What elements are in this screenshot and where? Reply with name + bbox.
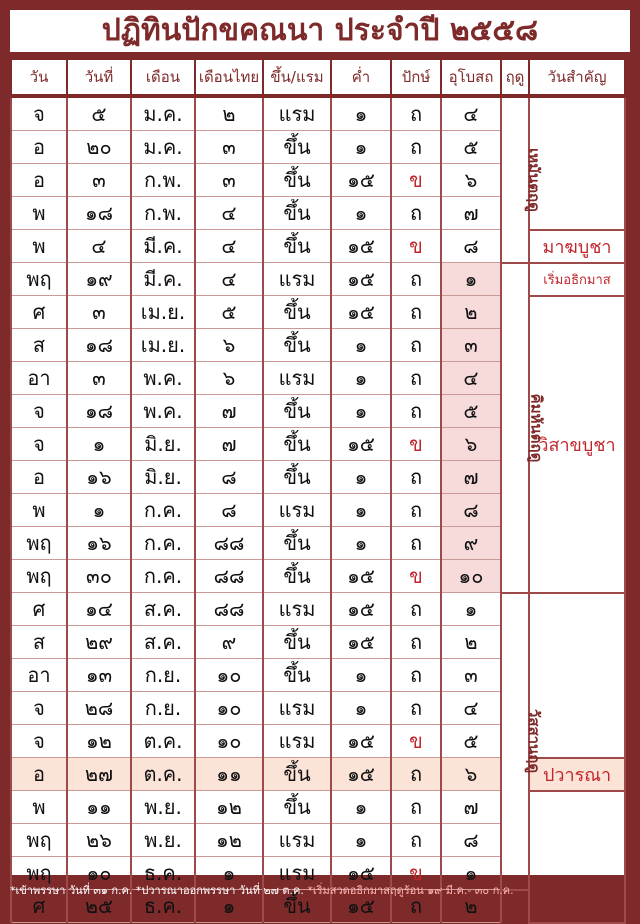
cell-waxing-waning: แรม: [263, 725, 331, 758]
cell-date: ๑๖: [67, 461, 131, 494]
cell-lunar-day: ๑๕: [331, 230, 391, 263]
cell-waxing-waning: ขึ้น: [263, 890, 331, 923]
cell-thai-month: ๑๐: [195, 659, 263, 692]
cell-month: ม.ค.: [131, 131, 195, 164]
cell-waxing-waning: แรม: [263, 494, 331, 527]
calendar-body: [11, 96, 625, 923]
cell-waxing-waning: ขึ้น: [263, 164, 331, 197]
cell-fortnight: ข: [391, 857, 441, 890]
cell-uposatha: ๖: [441, 164, 501, 197]
cell-thai-month: ๒: [195, 96, 263, 131]
holiday-pavarana: ปวารณา: [529, 758, 625, 791]
cell-day: อ: [11, 131, 67, 164]
cell-lunar-day: ๑: [331, 692, 391, 725]
cell-month: ม.ค.: [131, 96, 195, 131]
cell-lunar-day: ๑๕: [331, 626, 391, 659]
cell-thai-month: ๙: [195, 626, 263, 659]
table-row: [11, 263, 625, 296]
footer-text-main: *เข้าพรรษา วันที่ ๓๑ ก.ค. *ปวารณาออกพรรษา วันที่ ๒๗ ต.ค.: [10, 884, 308, 897]
cell-thai-month: ๑๐: [195, 725, 263, 758]
cell-thai-month: ๑๒: [195, 791, 263, 824]
cell-thai-month: ๗: [195, 395, 263, 428]
cell-uposatha: ๘: [441, 230, 501, 263]
cell-uposatha: ๑: [441, 857, 501, 890]
cell-month: ก.พ.: [131, 197, 195, 230]
cell-lunar-day: ๑๕: [331, 857, 391, 890]
cell-month: มี.ค.: [131, 263, 195, 296]
cell-date: ๒๙: [67, 626, 131, 659]
cell-fortnight: ถ: [391, 692, 441, 725]
cell-day: จ: [11, 428, 67, 461]
cell-waxing-waning: แรม: [263, 96, 331, 131]
cell-day: ศ: [11, 890, 67, 923]
cell-day: อ: [11, 758, 67, 791]
header-season: ฤดู: [501, 59, 529, 96]
cell-month: พ.ค.: [131, 362, 195, 395]
cell-fortnight: ถ: [391, 890, 441, 923]
cell-day: พฤ: [11, 527, 67, 560]
cell-fortnight: ถ: [391, 96, 441, 131]
header-holiday: วันสำคัญ: [529, 59, 625, 96]
cell-uposatha: ๔: [441, 692, 501, 725]
cell-thai-month: ๑๒: [195, 824, 263, 857]
cell-lunar-day: ๑๕: [331, 296, 391, 329]
cell-date: ๒๘: [67, 692, 131, 725]
cell-month: ก.ย.: [131, 692, 195, 725]
cell-fortnight: ถ: [391, 362, 441, 395]
cell-thai-month: ๘: [195, 494, 263, 527]
cell-lunar-day: ๑: [331, 395, 391, 428]
cell-waxing-waning: แรม: [263, 362, 331, 395]
cell-month: ก.ค.: [131, 494, 195, 527]
cell-uposatha: ๓: [441, 659, 501, 692]
holiday-magha: มาฆบูชา: [529, 230, 625, 263]
cell-fortnight: ถ: [391, 395, 441, 428]
cell-lunar-day: ๑: [331, 527, 391, 560]
cell-date: ๑๙: [67, 263, 131, 296]
cell-uposatha: ๑๐: [441, 560, 501, 593]
cell-uposatha: ๙: [441, 527, 501, 560]
cell-lunar-day: ๑: [331, 329, 391, 362]
table-row: [11, 296, 625, 329]
cell-uposatha: ๘: [441, 824, 501, 857]
cell-date: ๓: [67, 362, 131, 395]
cell-day: ส: [11, 626, 67, 659]
cell-waxing-waning: แรม: [263, 263, 331, 296]
cell-uposatha: ๒: [441, 626, 501, 659]
cell-uposatha: ๑: [441, 593, 501, 626]
season-label: [501, 96, 543, 263]
cell-lunar-day: ๑๕: [331, 428, 391, 461]
cell-lunar-day: ๑: [331, 96, 391, 131]
cell-fortnight: ถ: [391, 626, 441, 659]
cell-thai-month: ๔: [195, 230, 263, 263]
cell-day: จ: [11, 395, 67, 428]
cell-lunar-day: ๑: [331, 659, 391, 692]
cell-thai-month: ๔: [195, 263, 263, 296]
cell-fortnight: ข: [391, 164, 441, 197]
cell-lunar-day: ๑: [331, 791, 391, 824]
cell-month: มิ.ย.: [131, 428, 195, 461]
cell-day: พฤ: [11, 824, 67, 857]
cell-waxing-waning: ขึ้น: [263, 197, 331, 230]
cell-lunar-day: ๑: [331, 824, 391, 857]
table-row: [11, 96, 625, 131]
cell-waxing-waning: แรม: [263, 824, 331, 857]
header-uposatha: อุโบสถ: [441, 59, 501, 96]
cell-month: ก.ค.: [131, 560, 195, 593]
cell-lunar-day: ๑๕: [331, 164, 391, 197]
cell-waxing-waning: แรม: [263, 692, 331, 725]
cell-date: ๑๒: [67, 725, 131, 758]
cell-lunar-day: ๑๕: [331, 725, 391, 758]
cell-date: ๑๔: [67, 593, 131, 626]
cell-date: ๑: [67, 428, 131, 461]
cell-uposatha: ๒: [441, 296, 501, 329]
cell-fortnight: ข: [391, 560, 441, 593]
cell-thai-month: ๓: [195, 131, 263, 164]
cell-lunar-day: ๑๕: [331, 890, 391, 923]
cell-month: ส.ค.: [131, 626, 195, 659]
cell-waxing-waning: ขึ้น: [263, 329, 331, 362]
cell-uposatha: ๔: [441, 96, 501, 131]
cell-fortnight: ถ: [391, 263, 441, 296]
header-month: เดือน: [131, 59, 195, 96]
cell-thai-month: ๕: [195, 296, 263, 329]
cell-uposatha: ๕: [441, 395, 501, 428]
header-waxing-waning: ขึ้น/แรม: [263, 59, 331, 96]
cell-date: ๑๘: [67, 395, 131, 428]
cell-thai-month: ๘๘: [195, 593, 263, 626]
cell-uposatha: ๖: [441, 428, 501, 461]
cell-month: ส.ค.: [131, 593, 195, 626]
cell-day: ศ: [11, 296, 67, 329]
cell-month: ก.ย.: [131, 659, 195, 692]
cell-date: ๑๘: [67, 329, 131, 362]
header-row: [11, 59, 625, 96]
cell-fortnight: ถ: [391, 791, 441, 824]
cell-fortnight: ถ: [391, 659, 441, 692]
cell-day: พ: [11, 230, 67, 263]
cell-thai-month: ๔: [195, 197, 263, 230]
season-label: [501, 263, 546, 593]
cell-thai-month: ๑: [195, 890, 263, 923]
cell-day: พ: [11, 197, 67, 230]
cell-day: ศ: [11, 593, 67, 626]
cell-thai-month: ๓: [195, 164, 263, 197]
cell-fortnight: ถ: [391, 296, 441, 329]
cell-lunar-day: ๑๕: [331, 560, 391, 593]
cell-fortnight: ถ: [391, 131, 441, 164]
cell-lunar-day: ๑: [331, 197, 391, 230]
season-text: คิมหันตฤดู: [527, 393, 546, 462]
header-fortnight: ปักษ์: [391, 59, 441, 96]
footer-text-highlight: *เริ่มสวดอธิกมาสฤดูร้อน ๑๙ มี.ค.- ๓๐ ก.ค.: [307, 884, 514, 897]
header-date: วันที่: [67, 59, 131, 96]
cell-month: พ.ย.: [131, 791, 195, 824]
cell-fortnight: ข: [391, 725, 441, 758]
season-text: วัสสานฤดู: [525, 708, 544, 774]
cell-uposatha: ๗: [441, 791, 501, 824]
cell-day: จ: [11, 692, 67, 725]
cell-day: อ: [11, 461, 67, 494]
cell-fortnight: ถ: [391, 494, 441, 527]
cell-waxing-waning: ขึ้น: [263, 395, 331, 428]
cell-date: ๑๖: [67, 527, 131, 560]
cell-fortnight: ถ: [391, 461, 441, 494]
cell-date: ๕: [67, 96, 131, 131]
cell-date: ๑๐: [67, 857, 131, 890]
cell-thai-month: ๗: [195, 428, 263, 461]
season-label: [501, 593, 544, 890]
cell-month: ต.ค.: [131, 725, 195, 758]
cell-day: ส: [11, 329, 67, 362]
cell-month: พ.ย.: [131, 824, 195, 857]
cell-lunar-day: ๑: [331, 494, 391, 527]
cell-month: ก.ค.: [131, 527, 195, 560]
cell-waxing-waning: ขึ้น: [263, 626, 331, 659]
cell-lunar-day: ๑๕: [331, 263, 391, 296]
cell-uposatha: ๒: [441, 890, 501, 923]
cell-date: ๒๐: [67, 131, 131, 164]
cell-day: จ: [11, 725, 67, 758]
header-thai-month: เดือนไทย: [195, 59, 263, 96]
cell-waxing-waning: ขึ้น: [263, 560, 331, 593]
cell-lunar-day: ๑: [331, 461, 391, 494]
cell-date: ๑๘: [67, 197, 131, 230]
cell-waxing-waning: แรม: [263, 857, 331, 890]
cell-date: ๔: [67, 230, 131, 263]
cell-uposatha: ๔: [441, 362, 501, 395]
cell-date: ๓: [67, 296, 131, 329]
cell-uposatha: ๑: [441, 263, 501, 296]
cell-month: ธ.ค.: [131, 857, 195, 890]
cell-date: ๑๓: [67, 659, 131, 692]
cell-month: มิ.ย.: [131, 461, 195, 494]
calendar-table: [10, 58, 626, 924]
holiday-visakha: วิสาขบูชา: [529, 296, 625, 593]
cell-fortnight: ถ: [391, 593, 441, 626]
cell-waxing-waning: แรม: [263, 593, 331, 626]
cell-month: มี.ค.: [131, 230, 195, 263]
cell-fortnight: ถ: [391, 329, 441, 362]
cell-day: จ: [11, 96, 67, 131]
cell-thai-month: ๖: [195, 362, 263, 395]
cell-thai-month: ๘๘: [195, 527, 263, 560]
cell-day: พ: [11, 494, 67, 527]
cell-date: ๒๖: [67, 824, 131, 857]
cell-fortnight: ถ: [391, 527, 441, 560]
cell-day: อา: [11, 362, 67, 395]
cell-fortnight: ถ: [391, 197, 441, 230]
cell-date: ๒๕: [67, 890, 131, 923]
cell-thai-month: ๑๐: [195, 692, 263, 725]
cell-day: อา: [11, 659, 67, 692]
cell-waxing-waning: ขึ้น: [263, 527, 331, 560]
cell-waxing-waning: ขึ้น: [263, 461, 331, 494]
page-title: ปฏิทินปักขคณนา ประจำปี ๒๕๕๘: [10, 10, 630, 52]
cell-uposatha: ๖: [441, 758, 501, 791]
cell-uposatha: ๕: [441, 131, 501, 164]
cell-day: พ: [11, 791, 67, 824]
cell-date: ๓: [67, 164, 131, 197]
cell-month: เม.ย.: [131, 296, 195, 329]
cell-lunar-day: ๑: [331, 362, 391, 395]
cell-month: เม.ย.: [131, 329, 195, 362]
cell-day: อ: [11, 164, 67, 197]
cell-day: พฤ: [11, 560, 67, 593]
cell-date: ๒๗: [67, 758, 131, 791]
cell-day: พฤ: [11, 263, 67, 296]
cell-thai-month: ๑๑: [195, 758, 263, 791]
cell-thai-month: ๘: [195, 461, 263, 494]
cell-fortnight: ถ: [391, 824, 441, 857]
cell-month: ต.ค.: [131, 758, 195, 791]
season-text: เหมันตฤดู: [524, 147, 543, 212]
table-row: [11, 791, 625, 824]
cell-date: ๓๐: [67, 560, 131, 593]
cell-waxing-waning: ขึ้น: [263, 758, 331, 791]
cell-month: พ.ค.: [131, 395, 195, 428]
cell-month: ก.พ.: [131, 164, 195, 197]
cell-month: ธ.ค.: [131, 890, 195, 923]
table-row: [11, 230, 625, 263]
cell-waxing-waning: ขึ้น: [263, 230, 331, 263]
table-row: [11, 593, 625, 626]
cell-uposatha: ๗: [441, 461, 501, 494]
cell-date: ๑๑: [67, 791, 131, 824]
holiday-adhikamasa: เริ่มอธิกมาส: [529, 263, 625, 296]
header-day: วัน: [11, 59, 67, 96]
cell-lunar-day: ๑๕: [331, 758, 391, 791]
cell-thai-month: ๖: [195, 329, 263, 362]
cell-uposatha: ๘: [441, 494, 501, 527]
cell-date: ๑: [67, 494, 131, 527]
cell-uposatha: ๗: [441, 197, 501, 230]
cell-thai-month: ๘๘: [195, 560, 263, 593]
cell-lunar-day: ๑๕: [331, 593, 391, 626]
cell-uposatha: ๓: [441, 329, 501, 362]
cell-fortnight: ข: [391, 230, 441, 263]
cell-thai-month: ๑: [195, 857, 263, 890]
cell-waxing-waning: ขึ้น: [263, 428, 331, 461]
cell-waxing-waning: ขึ้น: [263, 131, 331, 164]
cell-waxing-waning: ขึ้น: [263, 659, 331, 692]
cell-fortnight: ถ: [391, 758, 441, 791]
cell-fortnight: ข: [391, 428, 441, 461]
header-lunar-day: ค่ำ: [331, 59, 391, 96]
cell-lunar-day: ๑: [331, 131, 391, 164]
cell-waxing-waning: ขึ้น: [263, 296, 331, 329]
cell-day: พฤ: [11, 857, 67, 890]
cell-uposatha: ๕: [441, 725, 501, 758]
footer-note: [10, 878, 630, 904]
cell-waxing-waning: ขึ้น: [263, 791, 331, 824]
